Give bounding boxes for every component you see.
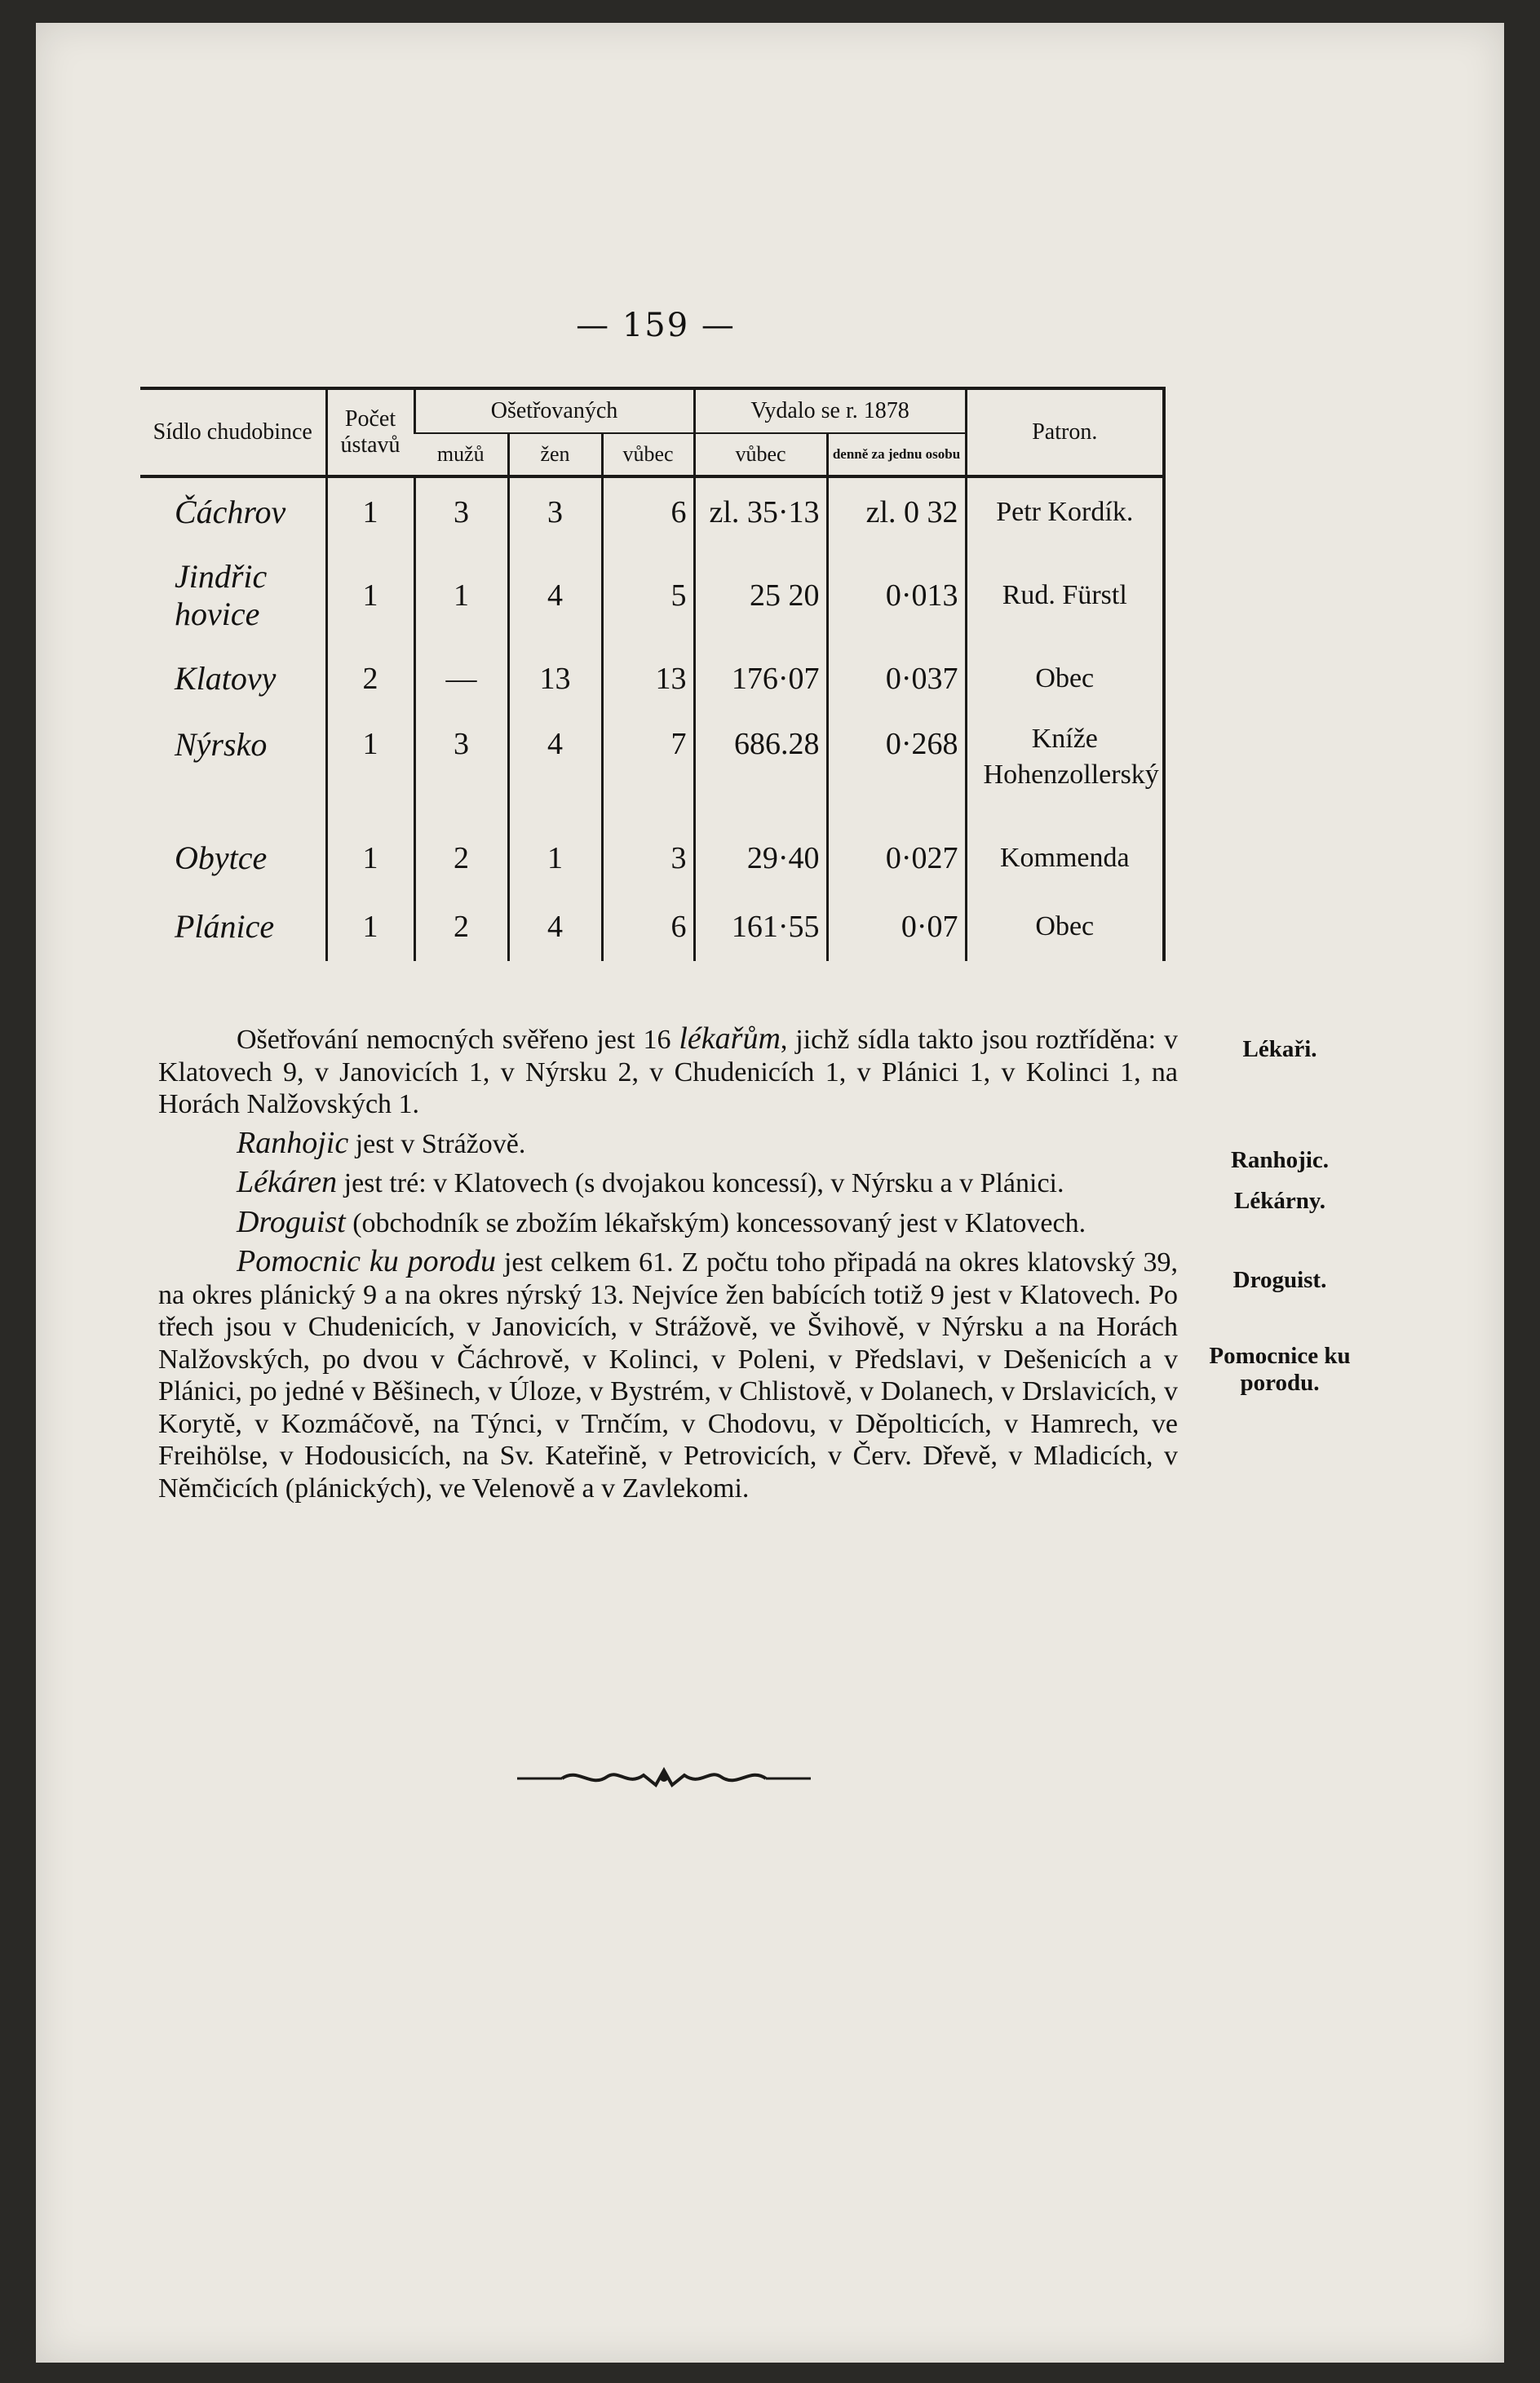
cell-patron: Kníže Hohenzollerský	[966, 713, 1164, 824]
header-women: žen	[508, 433, 602, 476]
margin-note-midwives: Pomocnice ku porodu.	[1209, 1343, 1351, 1396]
cell-men: 3	[414, 476, 508, 547]
cell-daily: 0·037	[827, 644, 966, 713]
header-total: vůbec	[602, 433, 694, 476]
body-text	[158, 1023, 1178, 1511]
paragraph-midwives	[158, 1246, 1178, 1504]
cell-patron: Obec	[966, 644, 1164, 713]
header-count: Počet ústavů	[326, 388, 414, 476]
cell-women: 1	[508, 824, 602, 893]
cell-total: 5	[602, 547, 694, 644]
table-row	[140, 476, 1164, 547]
cell-daily: zl. 0 32	[827, 476, 966, 547]
text-run: jest celkem 61. Z počtu toho připadá na okres klatovský 39, na okres plánický 9 a na okres nýrský 13. Nejvíce žen babících totiž 9 jest v Klatovech. Po třech jsou v Chudenicích, v Janovicích, v Strážově, ve Švihově, v Nýrsku a na Horách Nalžovských, po dvou v Čáchrově, v Kolinci, v Poleni, v Předslavi, v Dešenicích a v Plánici, po jedné v Běšinech, v Úloze, v Bystrém, v Chlistově, v Dolanech, v Drslavicích, v Korytě, v Kozmáčově, na Týnci, v Trnčím, v Chodovu, v Děpolticích, v Hamrech, ve Freihölse, v Hodousicích, na Sv. Kateřině, v Petrovicích, v Červ. Dřevě, v Mladicích, v Němčicích (plánických), ve Velenově a v Zavlekomi.	[158, 1247, 1178, 1504]
emphasis-druggist: Droguist	[237, 1204, 346, 1239]
table-row	[140, 547, 1164, 644]
paragraph-pharmacies	[158, 1167, 1178, 1200]
margin-note-doctors: Lékaři.	[1242, 1036, 1317, 1062]
header-treated: Ošetřovaných	[414, 388, 694, 433]
cell-men: 1	[414, 547, 508, 644]
table-row	[140, 644, 1164, 713]
table-row	[140, 893, 1164, 961]
cell-place: Klatovy	[175, 660, 277, 697]
cell-spent: 161·55	[694, 893, 827, 961]
cell-total: 6	[602, 893, 694, 961]
cell-men: 2	[414, 824, 508, 893]
cell-daily: 0·07	[827, 893, 966, 961]
cell-count: 1	[326, 893, 414, 961]
cell-total: 7	[602, 713, 694, 824]
header-spent: Vydalo se r. 1878	[694, 388, 966, 433]
cell-spent: 29·40	[694, 824, 827, 893]
cell-total: 13	[602, 644, 694, 713]
cell-men: 2	[414, 893, 508, 961]
cell-women: 13	[508, 644, 602, 713]
text-run: jest tré: v Klatovech (s dvojakou koncessí), v Nýrsku a v Plánici.	[337, 1168, 1064, 1198]
paragraph-surgeon	[158, 1127, 1178, 1161]
cell-patron: Petr Kordík.	[966, 476, 1164, 547]
book-page	[36, 23, 1504, 2363]
cell-count: 1	[326, 547, 414, 644]
cell-count: 1	[326, 824, 414, 893]
header-spent-daily: denně za jednu osobu	[827, 433, 966, 476]
cell-spent: 25 20	[694, 547, 827, 644]
emphasis-midwives: Pomocnic ku porodu	[237, 1244, 496, 1278]
header-men: mužů	[414, 433, 508, 476]
cell-count: 1	[326, 713, 414, 824]
emphasis-pharmacies: Lékáren	[237, 1165, 338, 1199]
text-run: Ošetřování nemocných svěřeno jest 16	[237, 1025, 679, 1055]
cell-count: 1	[326, 476, 414, 547]
cell-total: 3	[602, 824, 694, 893]
poorhouse-table	[140, 387, 1166, 961]
paragraph-doctors	[158, 1023, 1178, 1121]
decorative-ornament-icon	[513, 1761, 815, 1793]
table-row	[140, 824, 1164, 893]
cell-patron: Kommenda	[966, 824, 1164, 893]
cell-women: 4	[508, 547, 602, 644]
cell-count: 2	[326, 644, 414, 713]
cell-spent: 686.28	[694, 713, 827, 824]
cell-place: Plánice	[175, 908, 275, 945]
header-seat: Sídlo chudobince	[140, 388, 326, 476]
cell-patron: Rud. Fürstl	[966, 547, 1164, 644]
cell-spent: zl. 35·13	[694, 476, 827, 547]
table-row	[140, 713, 1164, 824]
cell-daily: 0·268	[827, 713, 966, 824]
cell-place: Obytce	[175, 839, 268, 876]
page-number: — 159 —	[576, 307, 736, 344]
cell-place: Čáchrov	[175, 494, 286, 530]
cell-patron: Obec	[966, 893, 1164, 961]
paragraph-druggist	[158, 1204, 1178, 1240]
margin-note-druggist: Droguist.	[1232, 1267, 1327, 1293]
cell-place	[140, 547, 326, 644]
cell-total: 6	[602, 476, 694, 547]
text-run: , jichž sídla takto jsou roztříděna: v Klatovech 9, v Janovicích 1, v Nýrsku 2, v Chudenicích 1, v Plánici 1, v Kolinci 1, na Horách Nalžovských 1.	[158, 1025, 1178, 1119]
cell-daily: 0·013	[827, 547, 966, 644]
cell-men: 3	[414, 713, 508, 824]
margin-note-surgeon: Ranhojic.	[1230, 1147, 1330, 1173]
cell-women: 4	[508, 713, 602, 824]
cell-place-text: Jindřichovice	[175, 558, 268, 632]
cell-place: Nýrsko	[175, 726, 268, 763]
emphasis-surgeon: Ranhojic	[237, 1125, 349, 1160]
cell-men: —	[414, 644, 508, 713]
margin-note-pharmacies: Lékárny.	[1234, 1188, 1325, 1214]
header-patron: Patron.	[966, 388, 1164, 476]
cell-spent: 176·07	[694, 644, 827, 713]
header-spent-total: vůbec	[694, 433, 827, 476]
text-run: jest v Strážově.	[348, 1128, 526, 1159]
cell-women: 3	[508, 476, 602, 547]
cell-women: 4	[508, 893, 602, 961]
cell-daily: 0·027	[827, 824, 966, 893]
emphasis-doctors: lékařům	[679, 1021, 781, 1056]
text-run: (obchodník se zbožím lékařským) koncessovaný jest v Klatovech.	[345, 1207, 1086, 1238]
